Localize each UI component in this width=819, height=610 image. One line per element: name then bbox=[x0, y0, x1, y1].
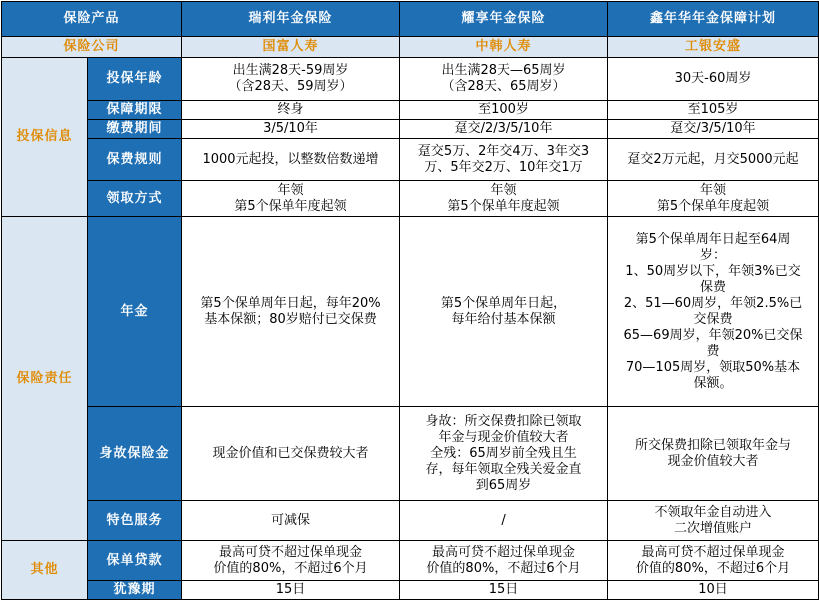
company-label: 保险公司 bbox=[2, 37, 182, 58]
row-label-period: 保障期限 bbox=[88, 101, 182, 120]
cell-line: 第5个保单年度起领 bbox=[447, 198, 560, 214]
cell-loan-1 bbox=[182, 541, 400, 581]
cell-period-3: 至105岁 bbox=[608, 101, 819, 120]
cell-line: / bbox=[501, 512, 506, 528]
cell-line: 交保费 bbox=[693, 311, 733, 327]
cell-line: 70—105周岁，领取50%基本 bbox=[625, 359, 801, 375]
cell-death-2 bbox=[400, 407, 608, 501]
cell-line: 2、51—60周岁，年领2.5%已 bbox=[623, 295, 803, 311]
cell-line: 到65周岁 bbox=[475, 477, 532, 493]
row-receive bbox=[2, 181, 819, 217]
cell-line: 每年给付基本保额 bbox=[451, 311, 556, 327]
cell-line: 年金与现金价值较大者 bbox=[438, 429, 569, 445]
row-premium bbox=[2, 139, 819, 181]
product-name-1: 瑞利年金保险 bbox=[182, 2, 400, 37]
row-label-annuity: 年金 bbox=[88, 217, 182, 407]
cell-loan-2 bbox=[400, 541, 608, 581]
cell-death-1 bbox=[182, 407, 400, 501]
section-insure-info: 投保信息 bbox=[2, 58, 88, 217]
cell-line: 最高可贷不超过保单现金 bbox=[432, 544, 576, 560]
company-name-2: 中韩人寿 bbox=[400, 37, 608, 58]
cell-special-3 bbox=[608, 501, 819, 541]
row-hesitation bbox=[2, 581, 819, 600]
cell-line: 年领 bbox=[700, 182, 727, 198]
section-coverage: 保险责任 bbox=[2, 217, 88, 541]
cell-special-1 bbox=[182, 501, 400, 541]
row-label-premium: 保费规则 bbox=[88, 139, 182, 181]
cell-receive-2 bbox=[400, 181, 608, 217]
cell-pay-3: 趸交/3/5/10年 bbox=[608, 120, 819, 139]
cell-line: 第5个保单周年日起至64周 bbox=[635, 231, 791, 247]
cell-line: 可减保 bbox=[271, 512, 311, 528]
cell-line: 二次增值账户 bbox=[674, 520, 753, 536]
row-label-age: 投保年龄 bbox=[88, 58, 182, 101]
cell-line: 现金价值和已交保费较大者 bbox=[212, 445, 369, 461]
cell-age-3 bbox=[608, 58, 819, 101]
cell-line: 趸交2万元起，月交5000元起 bbox=[627, 151, 799, 167]
cell-line: 年领 bbox=[490, 182, 517, 198]
cell-hesitation-3: 10日 bbox=[608, 581, 819, 600]
cell-line: 第5个保单周年日起， bbox=[440, 295, 567, 311]
cell-line: 第5个保单年度起领 bbox=[656, 198, 770, 214]
company-name-1: 国富人寿 bbox=[182, 37, 400, 58]
row-label-special: 特色服务 bbox=[88, 501, 182, 541]
row-label-receive: 领取方式 bbox=[88, 181, 182, 217]
cell-line: 基本保额；80岁赔付已交保费 bbox=[204, 311, 377, 327]
section-other: 其他 bbox=[2, 541, 88, 600]
cell-age-1 bbox=[182, 58, 400, 101]
company-row bbox=[2, 37, 819, 58]
row-label-hesitation: 犹豫期 bbox=[88, 581, 182, 600]
cell-annuity-3 bbox=[608, 217, 819, 407]
row-age bbox=[2, 58, 819, 101]
cell-line: 1、50周岁以下，年领3%已交 bbox=[625, 263, 801, 279]
cell-line: 30天-60周岁 bbox=[674, 71, 752, 86]
comparison-table bbox=[1, 1, 819, 600]
cell-line: 年领 bbox=[277, 182, 304, 198]
cell-line: 趸交5万、2年交4万、3年交3 bbox=[417, 143, 590, 159]
cell-premium-2 bbox=[400, 139, 608, 181]
cell-line: 所交保费扣除已领取年金与 bbox=[635, 437, 792, 453]
cell-line: 1000元起投，以整数倍数递增 bbox=[202, 151, 379, 167]
cell-line: 第5个保单周年日起，每年20% bbox=[200, 295, 381, 311]
cell-line: 全残：65周岁前全残且生 bbox=[430, 445, 577, 461]
cell-line: 第5个保单年度起领 bbox=[234, 198, 347, 214]
cell-period-1: 终身 bbox=[182, 101, 400, 120]
row-label-pay: 缴费期间 bbox=[88, 120, 182, 139]
cell-pay-2: 趸交/2/3/5/10年 bbox=[400, 120, 608, 139]
product-name-2: 耀享年金保险 bbox=[400, 2, 608, 37]
cell-loan-3 bbox=[608, 541, 819, 581]
cell-hesitation-2: 15日 bbox=[400, 581, 608, 600]
row-loan bbox=[2, 541, 819, 581]
cell-line: 最高可贷不超过保单现金 bbox=[219, 544, 363, 560]
cell-line: 价值的80%，不超过6个月 bbox=[213, 560, 368, 576]
cell-line: 价值的80%，不超过6个月 bbox=[426, 560, 581, 576]
cell-line: 最高可贷不超过保单现金 bbox=[641, 544, 785, 560]
cell-period-2: 至100岁 bbox=[400, 101, 608, 120]
row-label-loan: 保单贷款 bbox=[88, 541, 182, 581]
cell-pay-1: 3/5/10年 bbox=[182, 120, 400, 139]
cell-death-3 bbox=[608, 407, 819, 501]
cell-line: 不领取年金自动进入 bbox=[654, 504, 772, 520]
cell-receive-3 bbox=[608, 181, 819, 217]
cell-line: 现金价值较大者 bbox=[667, 453, 759, 469]
product-name-3: 鑫年华年金保障计划 bbox=[608, 2, 819, 37]
cell-line: 出生满28天—65周岁 bbox=[441, 63, 566, 78]
row-pay bbox=[2, 120, 819, 139]
cell-line: 费 bbox=[706, 343, 720, 359]
cell-line: 保额。 bbox=[693, 375, 733, 391]
cell-annuity-1 bbox=[182, 217, 400, 407]
cell-premium-3 bbox=[608, 139, 819, 181]
cell-line: 保费 bbox=[700, 279, 727, 295]
row-label-death: 身故保险金 bbox=[88, 407, 182, 501]
row-period bbox=[2, 101, 819, 120]
cell-line: 价值的80%，不超过6个月 bbox=[635, 560, 791, 576]
cell-annuity-2 bbox=[400, 217, 608, 407]
row-special bbox=[2, 501, 819, 541]
cell-age-2 bbox=[400, 58, 608, 101]
cell-line: 存，每年领取全残关爱金直 bbox=[425, 461, 582, 477]
cell-receive-1 bbox=[182, 181, 400, 217]
cell-line: 身故：所交保费扣除已领取 bbox=[425, 413, 582, 429]
cell-line: 65—69周岁，年领20%已交保 bbox=[623, 327, 803, 343]
cell-line: 岁： bbox=[700, 247, 727, 263]
cell-hesitation-1: 15日 bbox=[182, 581, 400, 600]
header-row bbox=[2, 2, 819, 37]
row-annuity bbox=[2, 217, 819, 407]
cell-line: 万、5年交2万、10年交1万 bbox=[424, 159, 583, 175]
cell-line: （含28天、65周岁） bbox=[441, 79, 566, 94]
cell-premium-1 bbox=[182, 139, 400, 181]
cell-line: （含28天、59周岁） bbox=[228, 79, 353, 94]
cell-special-2 bbox=[400, 501, 608, 541]
cell-line: 出生满28天-59周岁 bbox=[232, 63, 349, 78]
header-label: 保险产品 bbox=[2, 2, 182, 37]
company-name-3: 工银安盛 bbox=[608, 37, 819, 58]
row-death bbox=[2, 407, 819, 501]
